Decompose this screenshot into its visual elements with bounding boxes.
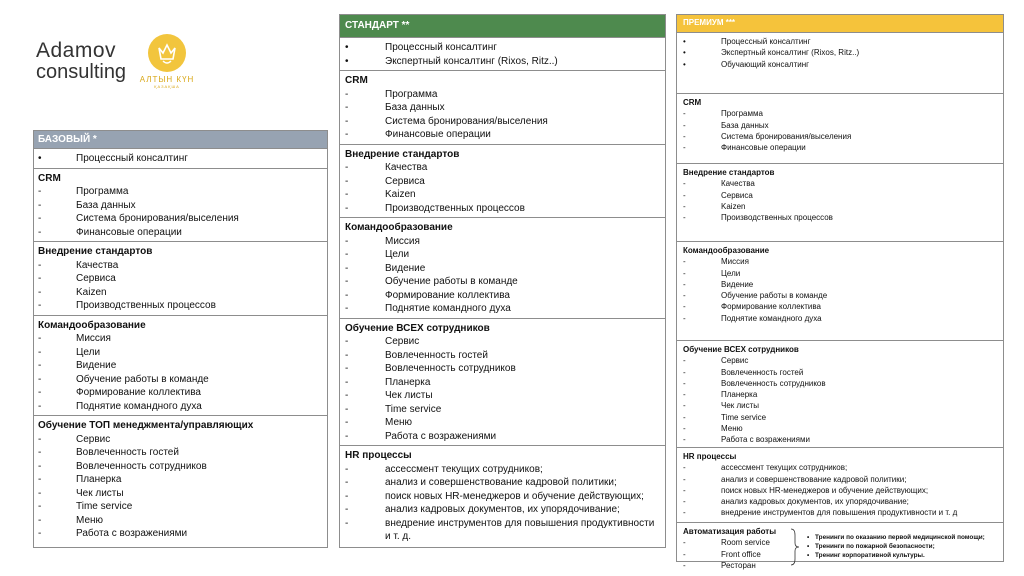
section-title: Командообразование: [683, 246, 770, 255]
tier-standard-title: СТАНДАРТ **: [340, 15, 665, 37]
list-item: - Меню: [38, 514, 104, 526]
crown-icon: [148, 34, 186, 72]
list-item: - Работа с возражениями: [683, 435, 810, 445]
section-title: Обучение ТОП менеджмента/управляющих: [38, 420, 254, 431]
list-item: • Тренинг корпоративной культуры.: [807, 552, 925, 559]
list-item: - Обучение работы в команде: [38, 373, 209, 385]
list-item: - Чек листы: [345, 390, 433, 401]
section-title: HR процессы: [345, 450, 412, 461]
list-item: - Поднятие командного духа: [345, 303, 511, 314]
list-item: - Обучение работы в команде: [345, 276, 518, 287]
list-item: - Качества: [38, 259, 119, 271]
list-item: - Формирование коллектива: [683, 302, 821, 312]
section-title: Автоматизация работы: [683, 527, 777, 536]
section-title: Обучение ВСЕХ сотрудников: [683, 345, 799, 354]
base-crm-section: [34, 168, 327, 242]
logo-text-line2: consulting: [36, 61, 127, 83]
list-item: - Вовлеченность сотрудников: [683, 378, 826, 388]
list-item: - Формирование коллектива: [345, 289, 510, 301]
altyn-kun-sub: ҚАЗАҚША: [154, 84, 180, 89]
standard-team-section: [340, 217, 665, 318]
tier-standard-card: [339, 14, 666, 548]
list-item: - Вовлеченность гостей: [345, 349, 488, 361]
list-item: - Чек листы: [683, 401, 760, 411]
premium-training-section: [677, 340, 1003, 447]
list-item: - Сервис: [38, 433, 111, 445]
section-title: Обучение ВСЕХ сотрудников: [345, 322, 490, 334]
list-item: - поиск новых HR-менеджеров и обучение действующих;: [345, 490, 644, 502]
list-item: - Room service: [683, 538, 770, 548]
list-item: - Система бронирования/выселения: [345, 115, 548, 127]
list-item: - Программа: [345, 88, 438, 100]
list-item: - анализ кадровых документов, их упорядочивание;: [345, 504, 620, 515]
logo-text-line1: Adamov: [36, 39, 117, 62]
standard-hr-section: [340, 445, 665, 546]
list-item: • Процессный консалтинг: [345, 42, 497, 53]
list-item: - Сервис: [345, 336, 420, 347]
list-item: • Процессный консалтинг: [683, 37, 811, 46]
list-item: - База данных: [38, 199, 136, 211]
list-item: - Производственных процессов: [38, 300, 216, 311]
list-item: • Тренинги по оказанию первой медицинской помощи;: [807, 534, 985, 541]
section-title: Командообразование: [345, 222, 453, 233]
list-item: - Качества: [683, 179, 755, 189]
list-item: - Качества: [345, 162, 428, 173]
premium-crm-section: [677, 93, 1003, 163]
list-item: - Kaizen: [38, 286, 107, 298]
list-item: - Видение: [683, 279, 754, 289]
list-item: - База данных: [345, 102, 445, 113]
base-team-section: [34, 315, 327, 416]
premium-automation-section: [677, 522, 1003, 576]
base-training-section: [34, 415, 327, 543]
list-item: - Программа: [683, 109, 763, 119]
list-item: - анализ и совершенствование кадровой политики;: [683, 474, 907, 484]
list-item: • Тренинги по пожарной безопасности;: [807, 543, 935, 550]
list-item: - Kaizen: [345, 189, 416, 200]
section-title: Внедрение стандартов: [683, 168, 775, 177]
list-item: - Финансовые операции: [345, 129, 491, 140]
list-item: • Обучающий консалтинг: [683, 59, 810, 69]
list-item: - Видение: [345, 262, 426, 274]
list-item: - внедрение инструментов для повышения продуктивности и т. д: [683, 508, 958, 518]
list-item: - Поднятие командного духа: [683, 313, 822, 323]
section-title: HR процессы: [683, 452, 737, 461]
list-item: - Планерка: [38, 474, 122, 485]
list-item: - Ресторан: [683, 560, 756, 570]
section-title: CRM: [345, 75, 368, 86]
standard-crm-section: [340, 70, 665, 144]
list-item: - Сервис: [683, 356, 749, 366]
premium-standards-section: [677, 163, 1003, 241]
list-item: - Вовлеченность гостей: [683, 367, 804, 377]
list-item: - Миссия: [38, 333, 111, 344]
list-item: • Экспертный консалтинг (Rixos, Ritz..): [345, 55, 558, 67]
list-item: - поиск новых HR-менеджеров и обучение действующих;: [683, 485, 929, 495]
list-item: - ассессмент текущих сотрудников;: [683, 463, 848, 473]
list-item: - Миссия: [345, 235, 420, 247]
list-item: - Цели: [38, 346, 101, 358]
list-item: - Работа с возражениями: [38, 528, 188, 539]
list-item: - Миссия: [683, 257, 749, 267]
list-item: - Финансовые операции: [38, 226, 182, 238]
list-item: - Вовлеченность сотрудников: [345, 363, 516, 374]
tier-premium-card: [676, 14, 1004, 570]
base-consulting-section: [34, 148, 327, 168]
list-item: - Цели: [683, 268, 741, 278]
list-item: - Производственных процессов: [345, 202, 525, 214]
altyn-kun-name: АЛТЫН КҮН: [139, 75, 195, 84]
section-title: Командообразование: [38, 319, 146, 331]
list-item: - Видение: [38, 360, 117, 371]
list-item: - Работа с возражениями: [345, 430, 497, 442]
standard-consulting-section: [340, 37, 665, 70]
list-item: - Цели: [345, 249, 410, 260]
list-item: - Time service: [38, 501, 133, 512]
brace-icon: [790, 527, 800, 567]
premium-consulting-section: [677, 32, 1003, 93]
list-item: - Вовлеченность сотрудников: [38, 460, 207, 472]
tier-premium-title: ПРЕМИУМ ***: [677, 15, 1003, 32]
list-item: - внедрение инструментов для повышения продуктивности и т. д.: [345, 517, 655, 542]
list-item: - Программа: [38, 186, 129, 197]
list-item: - ассессмент текущих сотрудников;: [345, 463, 543, 475]
section-title: Внедрение стандартов: [345, 148, 460, 160]
tier-base-card: [33, 130, 328, 548]
section-title: CRM: [38, 172, 61, 184]
section-title: Внедрение стандартов: [38, 246, 153, 257]
list-item: - Планерка: [683, 390, 758, 400]
list-item: - Меню: [345, 417, 413, 428]
standard-standards-section: [340, 144, 665, 218]
premium-hr-section: [677, 447, 1003, 522]
training-notes: [807, 533, 985, 560]
list-item: - анализ и совершенствование кадровой политики;: [345, 477, 617, 488]
list-item: - База данных: [683, 120, 769, 130]
adamov-consulting-logo: [36, 40, 128, 82]
tier-base-title: БАЗОВЫЙ *: [34, 131, 327, 148]
list-item: - Сервиса: [345, 175, 425, 187]
list-item: - Сервиса: [683, 190, 753, 200]
list-item: - Чек листы: [38, 487, 124, 499]
list-item: - Kaizen: [683, 201, 746, 211]
list-item: - Поднятие командного духа: [38, 400, 202, 412]
list-item: - Производственных процессов: [683, 213, 833, 223]
standard-training-section: [340, 318, 665, 446]
list-item: - Система бронирования/выселения: [38, 213, 239, 224]
list-item: • Процессный консалтинг: [38, 153, 188, 164]
list-item: - Финансовые операции: [683, 143, 806, 153]
section-title: CRM: [683, 98, 702, 107]
list-item: - Time service: [683, 412, 767, 422]
list-item: - Вовлеченность гостей: [38, 447, 179, 458]
premium-team-section: [677, 241, 1003, 340]
list-item: - Планерка: [345, 376, 431, 388]
altyn-kun-logo: [138, 34, 196, 89]
list-item: • Экспертный консалтинг (Rixos, Ritz..): [683, 48, 860, 58]
list-item: - Front office: [683, 549, 761, 559]
list-item: - Обучение работы в команде: [683, 291, 828, 301]
list-item: - анализ кадровых документов, их упорядочивание;: [683, 497, 909, 507]
list-item: - Система бронирования/выселения: [683, 131, 852, 141]
list-item: - Формирование коллектива: [38, 387, 201, 398]
base-standards-section: [34, 241, 327, 315]
list-item: - Сервиса: [38, 273, 116, 284]
list-item: - Time service: [345, 403, 442, 415]
list-item: - Меню: [683, 424, 743, 434]
